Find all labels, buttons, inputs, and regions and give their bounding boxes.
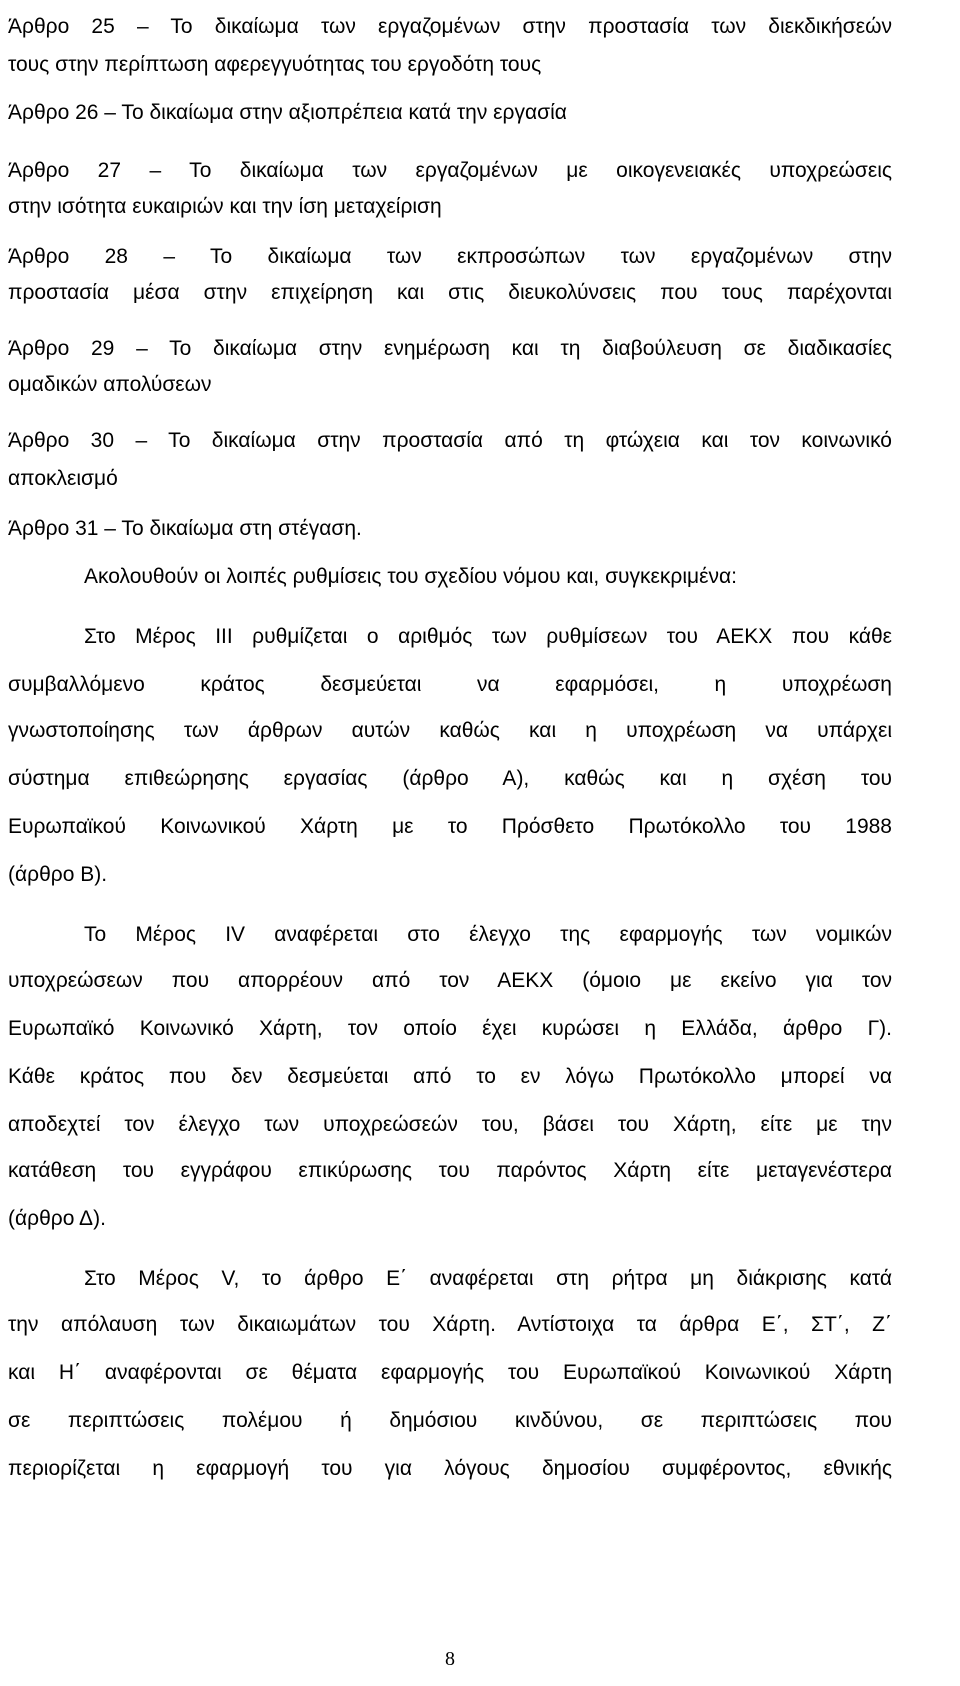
text-line: την απόλαυση των δικαιωμάτων του Χάρτη. Αντίστοιχα τα άρθρα Ε΄, ΣΤ΄, Ζ΄	[8, 1313, 892, 1336]
text-line: Άρθρο 26 – Το δικαίωμα στην αξιοπρέπεια κατά την εργασία	[8, 101, 567, 124]
text-line: Άρθρο 27 – Το δικαίωμα των εργαζομένων με οικογενειακές υποχρεώσεις	[8, 159, 892, 182]
text-line: συμβαλλόμενο κράτος δεσμεύεται να εφαρμόσει, η υποχρέωση	[8, 673, 892, 696]
text-line: στην ισότητα ευκαιριών και την ίση μεταχείριση	[8, 195, 442, 218]
text-line: Στο Μέρος ΙΙΙ ρυθμίζεται ο αριθμός των ρυθμίσεων του ΑΕΚΧ που κάθε	[84, 625, 892, 648]
text-line: σε περιπτώσεις πολέμου ή δημόσιου κινδύνου, σε περιπτώσεις που	[8, 1409, 892, 1432]
text-line: Άρθρο 28 – Το δικαίωμα των εκπροσώπων των εργαζομένων στην	[8, 245, 892, 268]
text-line: τους στην περίπτωση αφερεγγυότητας του εργοδότη τους	[8, 53, 542, 76]
text-line: Ακολουθούν οι λοιπές ρυθμίσεις του σχεδίου νόμου και, συγκεκριμένα:	[84, 565, 737, 588]
text-line: σύστημα επιθεώρησης εργασίας (άρθρο Α), καθώς και η σχέση του	[8, 767, 892, 790]
text-line: ομαδικών απολύσεων	[8, 373, 212, 396]
text-line: (άρθρο Β).	[8, 863, 108, 886]
text-line: Άρθρο 29 – Το δικαίωμα στην ενημέρωση και τη διαβούλευση σε διαδικασίες	[8, 337, 892, 360]
text-line: Ευρωπαϊκού Κοινωνικού Χάρτη με το Πρόσθετο Πρωτόκολλο του 1988	[8, 815, 892, 838]
page-number: 8	[445, 1648, 455, 1670]
text-line: Ευρωπαϊκό Κοινωνικό Χάρτη, τον οποίο έχει κυρώσει η Ελλάδα, άρθρο Γ).	[8, 1017, 892, 1040]
text-line: Στο Μέρος V, το άρθρο Ε΄ αναφέρεται στη ρήτρα μη διάκρισης κατά	[84, 1267, 892, 1290]
text-line: Κάθε κράτος που δεν δεσμεύεται από το εν λόγω Πρωτόκολλο μπορεί να	[8, 1065, 892, 1088]
text-line: αποδεχτεί τον έλεγχο των υποχρεώσεών του, βάσει του Χάρτη, είτε με την	[8, 1113, 892, 1136]
text-line: Άρθρο 30 – Το δικαίωμα στην προστασία από τη φτώχεια και τον κοινωνικό	[8, 429, 892, 452]
text-line: (άρθρο Δ).	[8, 1207, 106, 1230]
text-line: περιορίζεται η εφαρμογή του για λόγους δημοσίου συμφέροντος, εθνικής	[8, 1457, 892, 1480]
text-line: κατάθεση του εγγράφου επικύρωσης του παρόντος Χάρτη είτε μεταγενέστερα	[8, 1159, 892, 1182]
text-line: υποχρεώσεων που απορρέουν από τον ΑΕΚΧ (όμοιο με εκείνο για τον	[8, 969, 892, 992]
text-line: γνωστοποίησης των άρθρων αυτών καθώς και η υποχρέωση να υπάρχει	[8, 719, 892, 742]
text-line: αποκλεισμό	[8, 467, 118, 490]
text-line: και Η΄ αναφέρονται σε θέματα εφαρμογής του Ευρωπαϊκού Κοινωνικού Χάρτη	[8, 1361, 892, 1384]
text-line: Άρθρο 31 – Το δικαίωμα στη στέγαση.	[8, 517, 362, 540]
text-line: Το Μέρος ΙV αναφέρεται στο έλεγχο της εφαρμογής των νομικών	[84, 923, 892, 946]
text-line: προστασία μέσα στην επιχείρηση και στις διευκολύνσεις που τους παρέχονται	[8, 281, 892, 304]
text-line: Άρθρο 25 – Το δικαίωμα των εργαζομένων στην προστασία των διεκδικήσεών	[8, 15, 892, 38]
